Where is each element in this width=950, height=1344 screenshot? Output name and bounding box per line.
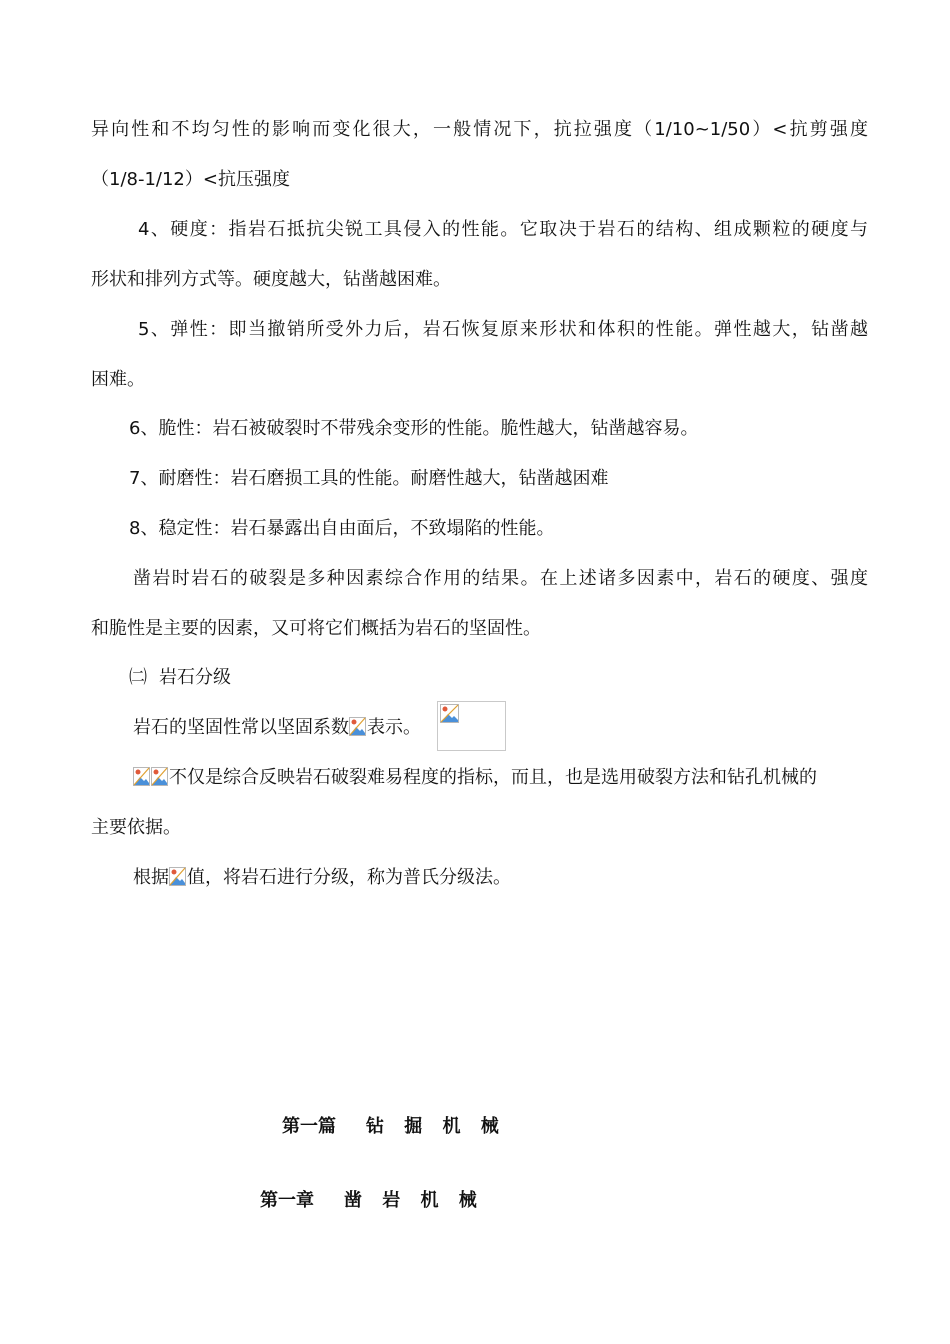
paragraph-firmness-coefficient [133,716,421,740]
paragraph-1-line-2: （1/8-1/12）<抗压强度 [91,169,290,190]
paragraph-elasticity-line-2: 困难。 [91,369,145,390]
chapter-title: 凿 岩 机 械 [344,1190,484,1211]
paragraph-summary-line-2: 和脆性是主要的因素，又可将它们概括为岩石的坚固性。 [91,618,541,639]
classification-text-after: 值，将岩石进行分级，称为普氏分级法。 [187,867,511,888]
part-label: 第一篇 [282,1116,336,1137]
paragraph-brittleness: 6、脆性：岩石被破裂时不带残余变形的性能。脆性越大，钻凿越容易。 [129,418,699,439]
broken-image-icon [440,704,459,723]
paragraph-classification [133,866,511,890]
paragraph-hardness-line-1: 4、硬度：指岩石抵抗尖锐工具侵入的性能。它取决于岩石的结构、组成颗粒的硬度与 [138,219,868,240]
paragraph-1-line-1: 异向性和不均匀性的影响而变化很大，一般情况下，抗拉强度（1/10~1/50）<抗剪强度 [91,119,868,140]
paragraph-elasticity-line-1: 5、弹性：即当撤销所受外力后，岩石恢复原来形状和体积的性能。弹性越大，钻凿越 [138,319,868,340]
section-marker: ㈡ [129,667,147,688]
paragraph-index-line-1 [133,766,868,790]
firmness-text-after: 表示。 [367,717,421,738]
part-heading [282,1115,506,1139]
index-text: 不仅是综合反映岩石破裂难易程度的指标，而且，也是选用破裂方法和钻孔机械的 [169,767,817,788]
paragraph-index-line-2: 主要依据。 [91,817,181,838]
broken-image-icon [169,867,186,886]
paragraph-stability: 8、稳定性：岩石暴露出自由面后，不致塌陷的性能。 [129,518,555,539]
broken-image-icon [133,767,150,786]
paragraph-summary-line-1: 凿岩时岩石的破裂是多种因素综合作用的结果。在上述诸多因素中，岩石的硬度、强度 [133,568,868,589]
chapter-heading [260,1189,484,1213]
classification-text-before: 根据 [133,867,169,888]
section-heading [129,666,231,690]
firmness-text-before: 岩石的坚固性常以坚固系数 [133,717,349,738]
paragraph-abrasiveness: 7、耐磨性：岩石磨损工具的性能。耐磨性越大，钻凿越困难 [129,468,609,489]
broken-image-icon [151,767,168,786]
broken-image-icon [349,717,366,736]
section-title: 岩石分级 [159,667,231,688]
part-title: 钻 掘 机 械 [366,1116,506,1137]
chapter-label: 第一章 [260,1190,314,1211]
broken-image-placeholder [437,701,506,751]
paragraph-hardness-line-2: 形状和排列方式等。硬度越大，钻凿越困难。 [91,269,451,290]
